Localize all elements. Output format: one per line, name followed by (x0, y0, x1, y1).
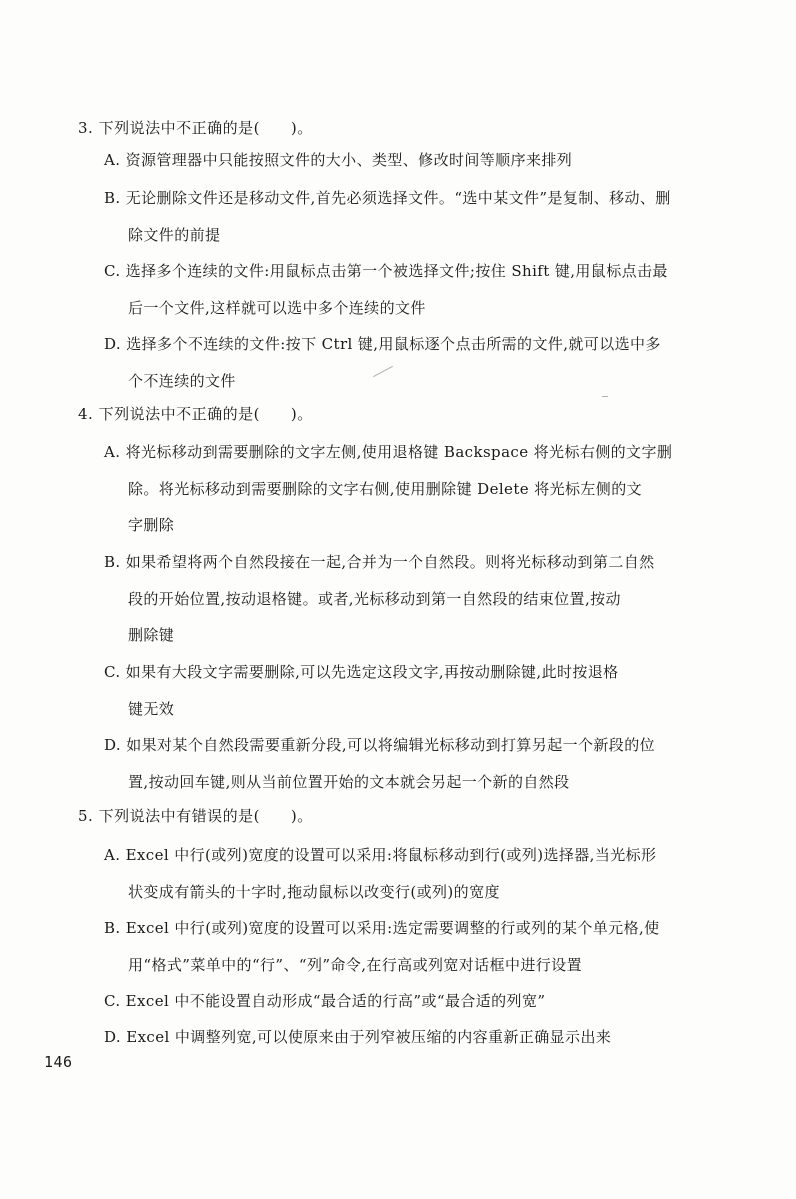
question-5-option-b (104, 910, 724, 983)
option-line: 除文件的前提 (128, 225, 221, 244)
option-line: A. 将光标移动到需要删除的文字左侧,使用退格键 Backspace 将光标右侧的文字删 (104, 443, 673, 461)
question-4-option-d (104, 727, 724, 800)
question-5-option-c (104, 983, 724, 1020)
option-line: D. 选择多个不连续的文件:按下 Ctrl 键,用鼠标逐个点击所需的文件,就可以选中多 (104, 335, 661, 353)
option-line: B. 无论删除文件还是移动文件,首先必须选择文件。“选中某文件”是复制、移动、删 (104, 189, 671, 207)
option-line: C. 选择多个连续的文件:用鼠标点击第一个被选择文件;按住 Shift 键,用鼠标点击最 (104, 262, 668, 280)
option-line: C. 如果有大段文字需要删除,可以先选定这段文字,再按动删除键,此时按退格 (104, 663, 619, 681)
option-line: B. 如果希望将两个自然段接在一起,合并为一个自然段。则将光标移动到第二自然 (104, 553, 655, 571)
option-line: 键无效 (128, 699, 175, 718)
option-line: A. Excel 中行(或列)宽度的设置可以采用:将鼠标移动到行(或列)选择器,当光标形 (104, 846, 657, 864)
option-line: 后一个文件,这样就可以选中多个连续的文件 (128, 298, 426, 317)
question-3-option-b (104, 180, 724, 253)
question-4-option-b (104, 544, 724, 654)
option-line: 删除键 (128, 626, 175, 644)
option-line: 字删除 (128, 516, 175, 534)
question-3-option-a (104, 142, 724, 179)
option-line: D. Excel 中调整列宽,可以使原来由于列窄被压缩的内容重新正确显示出来 (104, 1028, 612, 1046)
option-line: A. 资源管理器中只能按照文件的大小、类型、修改时间等顺序来排列 (104, 151, 573, 169)
page-number: 146 (44, 1053, 73, 1071)
option-line: 段的开始位置,按动退格键。或者,光标移动到第一自然段的结束位置,按动 (128, 589, 621, 608)
question-5-option-d (104, 1019, 724, 1056)
option-line: D. 如果对某个自然段需要重新分段,可以将编辑光标移动到打算另起一个新段的位 (104, 736, 655, 754)
option-line: 个不连续的文件 (128, 371, 236, 390)
question-4-option-c (104, 654, 724, 727)
option-line: B. Excel 中行(或列)宽度的设置可以采用:选定需要调整的行或列的某个单元格,使 (104, 919, 660, 937)
scan-mark (602, 396, 608, 397)
question-3-option-c (104, 253, 724, 326)
option-line: 用“格式”菜单中的“行”、“列”命令,在行高或列宽对话框中进行设置 (128, 955, 582, 974)
option-line: 状变成有箭头的十字时,拖动鼠标以改变行(或列)的宽度 (128, 882, 500, 901)
option-line: 置,按动回车键,则从当前位置开始的文本就会另起一个新的自然段 (128, 772, 570, 791)
question-5-stem: 5. 下列说法中有错误的是( )。 (78, 807, 313, 825)
question-3-option-d (104, 326, 724, 399)
option-line: 除。将光标移动到需要删除的文字右侧,使用删除键 Delete 将光标左侧的文 (128, 479, 642, 498)
question-4-option-a (104, 434, 724, 544)
question-5-option-a (104, 837, 724, 910)
question-4-stem: 4. 下列说法中不正确的是( )。 (78, 405, 313, 423)
option-line: C. Excel 中不能设置自动形成“最合适的行高”或“最合适的列宽” (104, 992, 546, 1010)
question-3-stem: 3. 下列说法中不正确的是( )。 (78, 119, 313, 137)
